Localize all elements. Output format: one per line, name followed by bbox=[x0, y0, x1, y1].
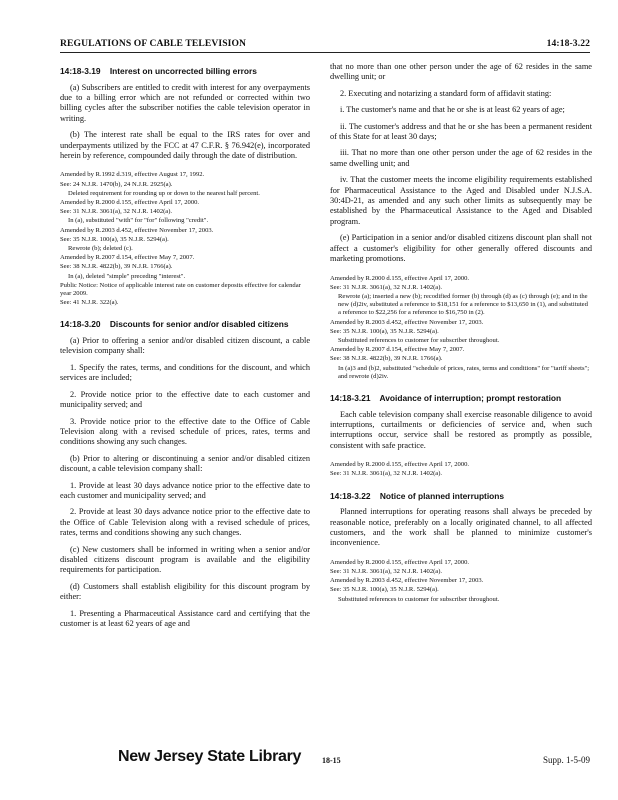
section-heading bbox=[330, 491, 592, 502]
page-footer bbox=[60, 748, 590, 776]
history-line: Amended by R.2003 d.452, effective November 17, 2003. bbox=[330, 318, 484, 326]
left-column bbox=[60, 62, 310, 635]
history-line: Amended by R.2000 d.155, effective April 17, 2000. bbox=[60, 199, 200, 207]
paragraph: 3. Provide notice prior to the effective date to the Office of Cable Television along with a revised schedule of prices, rates, terms and conditions showing any such changes. bbox=[60, 416, 310, 447]
history-line: See: 35 N.J.R. 100(a), 35 N.J.R. 5294(a). bbox=[330, 586, 439, 594]
history-line: Deleted requirement for rounding up or down to the nearest half percent. bbox=[68, 189, 260, 197]
paragraph: iii. That no more than one other person under the age of 62 resides in the same dwelling unit; and bbox=[330, 148, 592, 168]
paragraph: (e) Participation in a senior and/or disabled citizens discount plan shall not affect a customer's eligibility for other generally offered discounts and marketing promotions. bbox=[330, 233, 592, 264]
header-title: REGULATIONS OF CABLE TELEVISION bbox=[60, 38, 247, 49]
history-line: In (a), deleted "simple" preceding "interest". bbox=[68, 272, 186, 280]
section-heading bbox=[60, 66, 310, 77]
history-line: Public Notice: Notice of applicable interest rate on customer deposits effective for calendar year 2009. bbox=[60, 281, 301, 298]
history-line: See: 31 N.J.R. 3061(a), 32 N.J.R. 1402(a). bbox=[330, 470, 443, 478]
section-number: 14:18-3.19 bbox=[60, 66, 101, 76]
section-number: 14:18-3.20 bbox=[60, 319, 101, 330]
history-line: See: 38 N.J.R. 4822(b), 39 N.J.R. 1766(a). bbox=[330, 355, 443, 363]
history-line: See: 31 N.J.R. 3061(a), 32 N.J.R. 1402(a). bbox=[330, 283, 443, 291]
paragraph: i. The customer's name and that he or she is at least 62 years of age; bbox=[340, 105, 565, 115]
section-heading bbox=[330, 393, 592, 404]
supplement-date: Supp. 1-5-09 bbox=[543, 755, 590, 765]
history-line: Amended by R.2003 d.452, effective November 17, 2003. bbox=[330, 577, 484, 585]
history-line: Rewrote (a); inserted a new (b); recodified former (b) through (d) as (c) through (e); and in the new (d)2iv, substituted a reference to $18,151 for a reference to $13,650 in (1), and substituted a reference to $22,256 for a reference to $16,750 in (2). bbox=[338, 292, 588, 317]
history-line: See: 35 N.J.R. 100(a), 35 N.J.R. 5294(a). bbox=[330, 327, 439, 335]
paragraph: (b) Prior to altering or discontinuing a senior and/or disabled citizen discount, a cable television company shall: bbox=[60, 453, 310, 474]
paragraph: ii. The customer's address and that he or she has been a permanent resident of this State for at least 30 days; bbox=[330, 121, 592, 142]
history-line: Substituted references to customer for subscriber throughout. bbox=[338, 336, 500, 344]
section-number: 14:18-3.21 bbox=[330, 392, 371, 403]
paragraph: (a) Prior to offering a senior and/or disabled citizen discount, a cable television company shall: bbox=[60, 336, 310, 356]
paragraph: (d) Customers shall establish eligibility for this discount program by either: bbox=[60, 581, 310, 602]
history-line: See: 24 N.J.R. 1470(b), 24 N.J.R. 2925(a). bbox=[60, 180, 173, 188]
history-line: See: 38 N.J.R. 4822(b), 39 N.J.R. 1766(a). bbox=[60, 263, 173, 271]
paragraph: Each cable television company shall exercise reasonable diligence to avoid interruptions, curtailments or deficiencies of service and, when such interruptions occur, service shall be restored as promptly as possible, consistent with safe practice. bbox=[330, 409, 592, 450]
history-line: See: 35 N.J.R. 100(a), 35 N.J.R. 5294(a). bbox=[60, 235, 169, 243]
header-rule bbox=[60, 52, 590, 53]
history-notes bbox=[330, 275, 592, 381]
right-column bbox=[330, 62, 592, 605]
history-line: See: 31 N.J.R. 3061(a), 32 N.J.R. 1402(a). bbox=[330, 567, 443, 575]
paragraph: 2. Provide notice prior to the effective date to each customer and municipality served; and bbox=[60, 389, 310, 410]
history-line: Rewrote (b); deleted (c). bbox=[68, 245, 133, 253]
history-line: See: 41 N.J.R. 322(a). bbox=[60, 299, 119, 307]
history-line: In (a)3 and (b)2, substituted "schedule of prices, rates, terms and conditions" for "tariff sheets"; and rewrote (d)2iv. bbox=[338, 364, 590, 380]
history-line: In (a), substituted "with" for "for" following "credit". bbox=[68, 217, 209, 225]
section-title: Avoidance of interruption; prompt restoration bbox=[379, 392, 562, 403]
paragraph: Planned interruptions for operating reasons shall always be preceded by reasonable notice, preferably on a locally originated channel, to all affected customers, and the work shall be planned to minimize customer's inconvenience. bbox=[330, 507, 592, 548]
history-notes bbox=[330, 559, 592, 604]
paragraph: 1. Presenting a Pharmaceutical Assistance card and certifying that the customer is at least 62 years of age and bbox=[60, 608, 310, 629]
section-title: Discounts for senior and/or disabled citizens bbox=[109, 319, 289, 330]
history-line: Amended by R.2000 d.155, effective April 17, 2000. bbox=[330, 461, 470, 469]
paragraph: 2. Executing and notarizing a standard form of affidavit stating: bbox=[340, 88, 552, 98]
paragraph: 1. Provide at least 30 days advance notice prior to the effective date to each customer and municipality served; and bbox=[60, 480, 310, 500]
history-line: Amended by R.2003 d.452, effective November 17, 2003. bbox=[60, 226, 214, 234]
history-line: Amended by R.2007 d.154, effective May 7, 2007. bbox=[60, 254, 195, 262]
paragraph: 1. Specify the rates, terms, and conditions for the discount, and which services are included; bbox=[60, 362, 310, 383]
history-notes bbox=[330, 461, 592, 478]
section-number: 14:18-3.22 bbox=[330, 490, 371, 501]
paragraph: 2. Provide at least 30 days advance notice prior to the effective date to the Office of Cable Television along with a revised schedule of prices, rates, terms and conditions showing any such changes. bbox=[60, 507, 310, 538]
page-number: 18-15 bbox=[322, 756, 341, 765]
history-line: Substituted references to customer for subscriber throughout. bbox=[338, 595, 500, 603]
paragraph: (c) New customers shall be informed in writing when a senior and/or disabled citizens discount program is available and the eligibility requirements for participation. bbox=[60, 544, 310, 575]
paragraph: that no more than one other person under the age of 62 resides in the same dwelling unit; or bbox=[330, 62, 592, 82]
header-section-number: 14:18-3.22 bbox=[546, 38, 590, 49]
running-header bbox=[60, 38, 590, 52]
section-title: Notice of planned interruptions bbox=[379, 490, 505, 501]
section-heading bbox=[60, 319, 310, 330]
history-line: See: 31 N.J.R. 3061(a), 32 N.J.R. 1402(a). bbox=[60, 208, 173, 216]
history-line: Amended by R.2000 d.155, effective April 17, 2000. bbox=[330, 274, 470, 282]
library-watermark: New Jersey State Library bbox=[118, 748, 302, 765]
history-line: Amended by R.2000 d.155, effective April 17, 2000. bbox=[330, 558, 470, 566]
section-title: Interest on uncorrected billing errors bbox=[109, 66, 257, 76]
paragraph: (b) The interest rate shall be equal to the IRS rates for over and underpayments utilized by the FCC at 47 C.F.R. § 76.942(e), incorporated herein by reference, compounded daily through the date of distribution. bbox=[60, 130, 310, 161]
history-line: Amended by R.2007 d.154, effective May 7, 2007. bbox=[330, 346, 465, 354]
history-line: Amended by R.1992 d.319, effective August 17, 1992. bbox=[60, 171, 205, 179]
paragraph: (a) Subscribers are entitled to credit with interest for any overpayments due to a billing error which are not refunded or corrected within two billing cycles after the subscriber notifies the cable television operator in writing. bbox=[60, 82, 310, 123]
history-notes bbox=[60, 171, 310, 307]
paragraph: iv. That the customer meets the income eligibility requirements established for Pharmaceutical Assistance to the Aged and Disabled under N.J.S.A. 30:4D-21, as amended and any such other limits as subsequently may be established by the Pharmaceutical Assistance to the Aged and Disabled program. bbox=[330, 175, 592, 226]
